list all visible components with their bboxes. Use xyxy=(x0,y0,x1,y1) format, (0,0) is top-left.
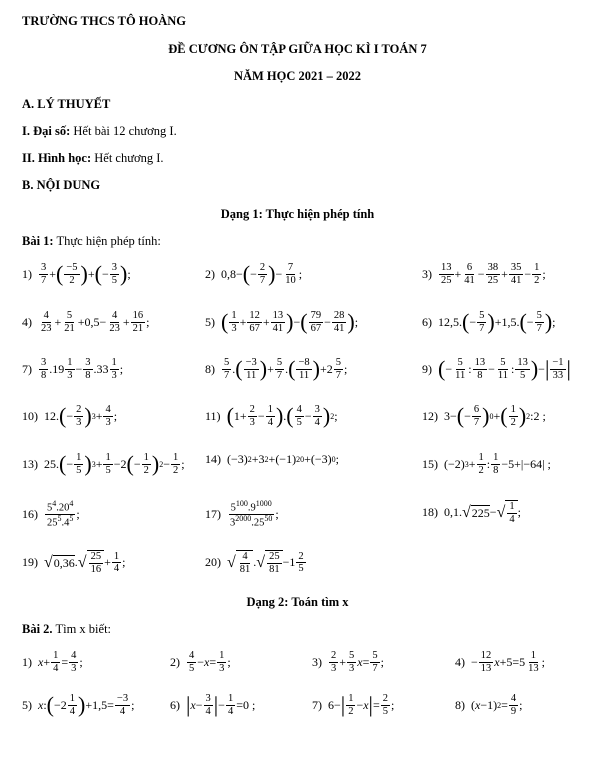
theory-heading: A. LÝ THUYẾT xyxy=(22,97,111,111)
school-name: TRƯỜNG THCS TÔ HOÀNG xyxy=(22,14,187,28)
geometry-text: Hết chương I. xyxy=(91,151,164,165)
problem-3: 3) $\frac{13}{25}$ + $\frac{6}{41}$ − $\frac{38}{25}$ + $\frac{35}{41}$ − $\frac{1}{2}$ ; xyxy=(422,262,546,286)
x-problem-6: 6) | x − $\frac{3}{4}$ | − $\frac{1}{4}$ =0 ; xyxy=(170,692,256,718)
x-problem-5: 5) x : ( −2 $\frac{1}{4}$ ) +1,5= $\frac{-3}{4}$ ; xyxy=(22,692,135,718)
problem-2: 2) 0,8− ( − $\frac{2}{7}$ ) − $\frac{7}{10}$ ; xyxy=(205,261,303,287)
problem-14: 14) (−3) 2 +3 2 +(−1) 20 +(−3) 0 ; xyxy=(205,452,339,466)
problem-17: 17) $\frac{5^{100}.9^{1000}}{3^{2000}.25^{50}}$ ; xyxy=(205,499,279,529)
problem-18: 18) 0,1. √ 225 − √ $\frac{1}{4}$ ; xyxy=(422,501,521,525)
problem-8: 8) $\frac{5}{7}$ . ( $\frac{-3}{11}$ ) + $\frac{5}{7}$ . ( $\frac{-8}{11}$ ) +2 $\frac{5}{7}$ ; xyxy=(205,356,348,382)
problem-19: 19) √ 0,36 . √ $\frac{25}{16}$ + $\frac{1}{4}$ ; xyxy=(22,550,126,575)
school-year: NĂM HỌC 2021 – 2022 xyxy=(233,69,362,83)
algebra-text: Hết bài 12 chương I. xyxy=(70,124,177,138)
bai2-line xyxy=(22,622,111,637)
document-title: ĐỀ CƯƠNG ÔN TẬP GIỮA HỌC KÌ I TOÁN 7 xyxy=(168,42,427,56)
x-problem-3: 3) $\frac{2}{3}$ + $\frac{5}{3}$ x = $\frac{5}{7}$ ; xyxy=(312,650,384,674)
geometry-label: II. Hình học: xyxy=(22,151,92,165)
x-problem-4: 4) − $\frac{12}{13}$ x +5=5 $\frac{1}{13}$ ; xyxy=(455,650,545,674)
problem-16: 16) $\frac{5^4.20^4}{25^5.4^5}$ ; xyxy=(22,499,80,529)
bai1-line xyxy=(22,234,161,249)
bai1-label: Bài 1: xyxy=(22,234,54,248)
problem-10: 10) 12. ( − $\frac{2}{3}$ ) 3 + $\frac{4}{3}$ ; xyxy=(22,403,118,429)
problem-13: 13) 25. ( − $\frac{1}{5}$ ) 3 + $\frac{1}{5}$ −2 ( − $\frac{1}{2}$ ) 2 − $\frac{1}{2}$ ; xyxy=(22,451,185,477)
x-problem-1: 1) x + $\frac{1}{4}$ = $\frac{4}{3}$ ; xyxy=(22,650,83,674)
problem-5: 5) ( $\frac{1}{3}$ + $\frac{12}{67}$ + $\frac{13}{41}$ ) − ( $\frac{79}{67}$ − $\frac{28}{41}$ ) ; xyxy=(205,309,359,335)
problem-1: 1) $\frac{3}{7}$ + ( $\frac{-5}{2}$ ) + ( − $\frac{3}{5}$ ) ; xyxy=(22,261,131,287)
problem-9: 9) ( − $\frac{5}{11}$ : $\frac{13}{8}$ − $\frac{5}{11}$ : $\frac{13}{5}$ ) − | $\frac{-1}{33}$ | xyxy=(422,356,571,382)
problem-7: 7) $\frac{3}{8}$ .19 $\frac{1}{3}$ − $\frac{3}{8}$ .33 $\frac{1}{3}$ ; xyxy=(22,357,124,381)
problem-6: 6) 12,5. ( − $\frac{5}{7}$ ) +1,5. ( − $\frac{5}{7}$ ) ; xyxy=(422,309,556,335)
algebra-line xyxy=(22,124,177,139)
geometry-line xyxy=(22,151,164,166)
x-problem-8: 8) ( x −1) 2 = $\frac{4}{9}$ ; xyxy=(455,693,523,717)
content-heading: B. NỘI DUNG xyxy=(22,178,101,192)
x-problem-2: 2) $\frac{4}{5}$ − x = $\frac{1}{3}$ ; xyxy=(170,650,231,674)
problem-20: 20) √ $\frac{4}{81}$ . √ $\frac{25}{81}$ −1 $\frac{2}{5}$ xyxy=(205,550,304,575)
problem-15: 15) (−2) 3 + $\frac{1}{2}$ : $\frac{1}{8}$ −5+|−64| ; xyxy=(422,452,551,476)
bai2-label: Bài 2. xyxy=(22,622,53,636)
problem-12: 12) 3− ( − $\frac{6}{7}$ ) 0 + ( $\frac{1}{2}$ ) 2 :2 ; xyxy=(422,403,546,429)
form1-heading: Dạng 1: Thực hiện phép tính xyxy=(220,207,375,221)
problem-11: 11) ( 1+ $\frac{2}{3}$ − $\frac{1}{4}$ ) . ( $\frac{4}{5}$ − $\frac{3}{4}$ ) 2 ; xyxy=(205,403,338,429)
problem-4: 4) $\frac{4}{23}$ + $\frac{5}{21}$ +0,5− $\frac{4}{23}$ + $\frac{16}{21}$ ; xyxy=(22,310,150,334)
bai1-text: Thực hiện phép tính: xyxy=(53,234,161,248)
bai2-text: Tìm x biết: xyxy=(52,622,112,636)
algebra-label: I. Đại số: xyxy=(22,124,71,138)
form2-heading: Dạng 2: Toán tìm x xyxy=(246,595,349,609)
x-problem-7: 7) 6− | $\frac{1}{2}$ − x | = $\frac{2}{5}$ ; xyxy=(312,692,395,718)
